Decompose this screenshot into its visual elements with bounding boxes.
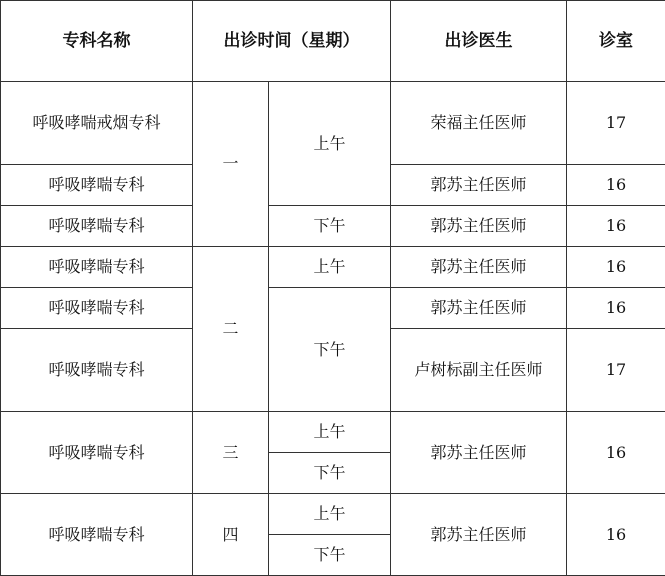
doctor-cell: 郭苏主任医师 <box>391 494 567 576</box>
header-time: 出诊时间（星期） <box>193 1 391 82</box>
table-row <box>1 206 665 247</box>
specialty-cell: 呼吸哮喘专科 <box>1 165 193 206</box>
room-cell: 16 <box>567 288 665 329</box>
doctor-cell: 郭苏主任医师 <box>391 288 567 329</box>
header-specialty: 专科名称 <box>1 1 193 82</box>
table-row <box>1 82 665 165</box>
doctor-cell: 郭苏主任医师 <box>391 206 567 247</box>
period-cell: 下午 <box>269 535 391 576</box>
table-row <box>1 288 665 329</box>
table-row <box>1 494 665 535</box>
room-cell: 16 <box>567 165 665 206</box>
specialty-cell: 呼吸哮喘专科 <box>1 288 193 329</box>
day-cell: 二 <box>193 247 269 412</box>
header-doctor: 出诊医生 <box>391 1 567 82</box>
period-cell: 下午 <box>269 453 391 494</box>
room-cell: 16 <box>567 247 665 288</box>
room-cell: 16 <box>567 412 665 494</box>
room-cell: 16 <box>567 494 665 576</box>
doctor-cell: 郭苏主任医师 <box>391 247 567 288</box>
doctor-cell: 郭苏主任医师 <box>391 412 567 494</box>
period-cell: 上午 <box>269 412 391 453</box>
doctor-cell: 荣福主任医师 <box>391 82 567 165</box>
table-row <box>1 412 665 453</box>
day-cell: 四 <box>193 494 269 576</box>
doctor-cell: 卢树标副主任医师 <box>391 329 567 412</box>
specialty-cell: 呼吸哮喘戒烟专科 <box>1 82 193 165</box>
specialty-cell: 呼吸哮喘专科 <box>1 206 193 247</box>
period-cell: 下午 <box>269 288 391 412</box>
table-row <box>1 247 665 288</box>
period-cell: 上午 <box>269 494 391 535</box>
day-cell: 一 <box>193 82 269 247</box>
header-room: 诊室 <box>567 1 665 82</box>
day-cell: 三 <box>193 412 269 494</box>
room-cell: 17 <box>567 329 665 412</box>
period-cell: 上午 <box>269 82 391 206</box>
doctor-cell: 郭苏主任医师 <box>391 165 567 206</box>
specialty-cell: 呼吸哮喘专科 <box>1 247 193 288</box>
room-cell: 17 <box>567 82 665 165</box>
specialty-cell: 呼吸哮喘专科 <box>1 329 193 412</box>
specialty-cell: 呼吸哮喘专科 <box>1 412 193 494</box>
period-cell: 上午 <box>269 247 391 288</box>
period-cell: 下午 <box>269 206 391 247</box>
specialty-cell: 呼吸哮喘专科 <box>1 494 193 576</box>
room-cell: 16 <box>567 206 665 247</box>
header-row <box>1 1 665 82</box>
